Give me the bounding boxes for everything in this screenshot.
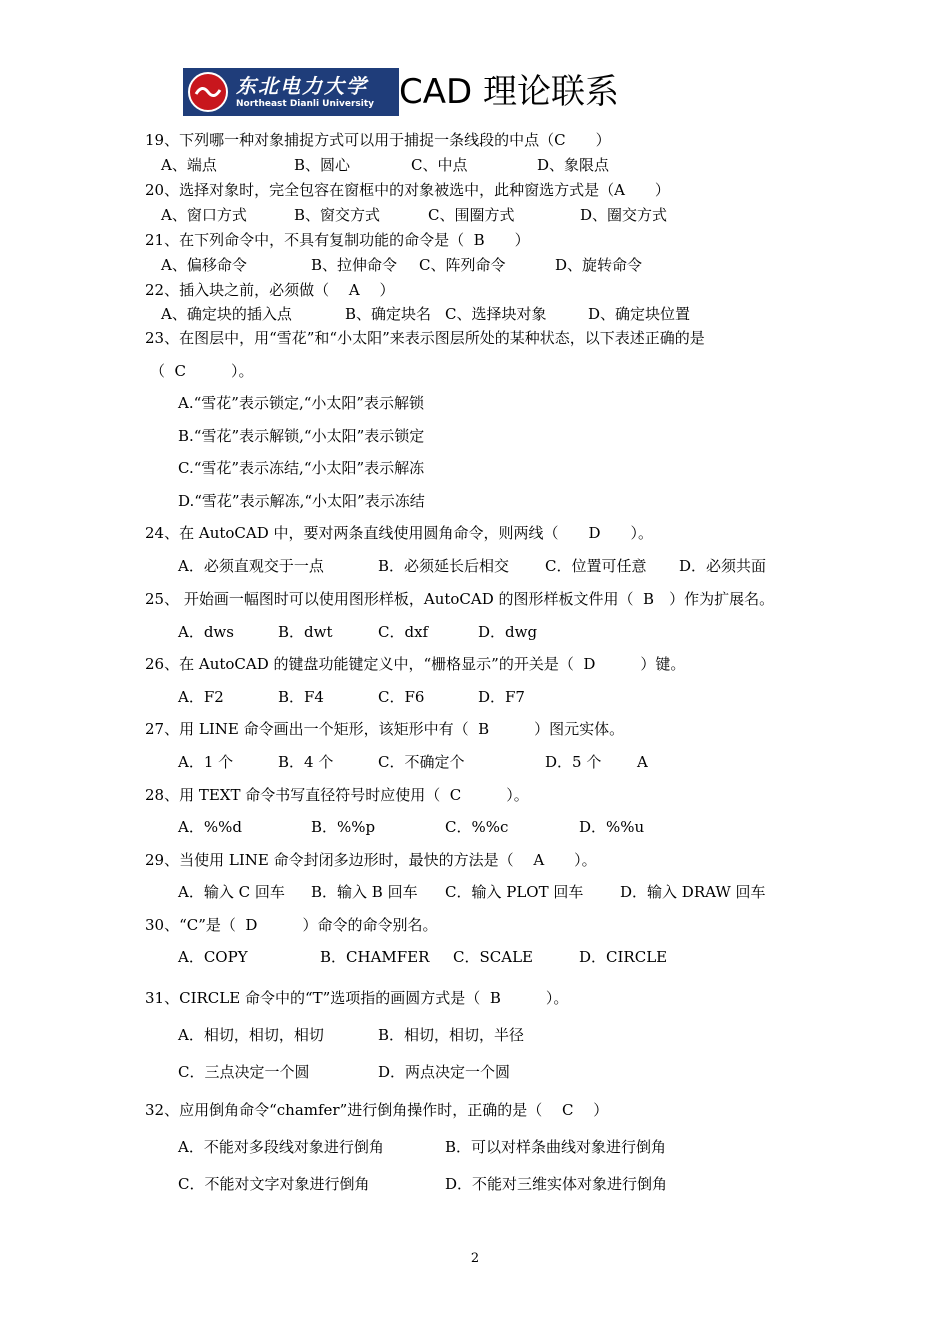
logo-chinese-name: 东北电力大学 <box>236 74 368 98</box>
q29-option-c: C．输入 PLOT 回车 <box>445 883 584 901</box>
q32-option-d: D．不能对三维实体对象进行倒角 <box>445 1175 668 1193</box>
q24-option-a: A．必须直观交于一点 <box>178 557 324 575</box>
question-27: 27、用 LINE 命令画出一个矩形，该矩形中有（ B ）图元实体。 <box>145 720 625 738</box>
q28-option-a: A．%%d <box>178 818 242 836</box>
question-31: 31、CIRCLE 命令中的“T”选项指的画圆方式是（ B ）。 <box>145 989 569 1007</box>
q30-option-d: D．CIRCLE <box>579 948 668 966</box>
q19-option-b: B、圆心 <box>294 156 351 174</box>
q23-option-d: D.“雪花”表示解冻,“小太阳”表示冻结 <box>178 492 425 510</box>
q28-option-d: D．%%u <box>579 818 645 836</box>
q21-option-c: C、阵列命令 <box>419 256 506 274</box>
q31-option-d: D．两点决定一个圆 <box>378 1063 511 1081</box>
q25-option-d: D．dwg <box>478 623 538 641</box>
q21-option-b: B、拉伸命令 <box>311 256 398 274</box>
q30-option-c: C．SCALE <box>453 948 533 966</box>
q25-option-c: C．dxf <box>378 623 429 641</box>
q26-option-c: C．F6 <box>378 688 425 706</box>
document-title: CAD 理论联系 <box>399 72 619 112</box>
q21-option-a: A、偏移命令 <box>161 256 247 274</box>
q24-option-c: C．位置可任意 <box>545 557 647 575</box>
q22-option-c: C、选择块对象 <box>445 305 547 323</box>
q23-option-a: A.“雪花”表示锁定,“小太阳”表示解锁 <box>178 394 425 412</box>
question-23: 23、在图层中，用“雪花”和“小太阳”来表示图层所处的某种状态，以下表述正确的是 <box>145 329 705 347</box>
question-20: 20、选择对象时，完全包容在窗框中的对象被选中，此种窗选方式是（A ） <box>145 181 670 199</box>
page-header <box>183 68 619 116</box>
q27-option-c: C．不确定个 <box>378 753 465 771</box>
logo-english-name: Northeast Dianli University <box>236 99 374 109</box>
university-logo <box>183 68 399 116</box>
q23-option-c: C.“雪花”表示冻结,“小太阳”表示解冻 <box>178 459 425 477</box>
question-28: 28、用 TEXT 命令书写直径符号时应使用（ C ）。 <box>145 786 529 804</box>
question-21: 21、在下列命令中，不具有复制功能的命令是（ B ） <box>145 231 530 249</box>
q25-option-a: A．dws <box>178 623 234 641</box>
q29-option-b: B．输入 B 回车 <box>311 883 418 901</box>
q22-option-b: B、确定块名 <box>345 305 432 323</box>
q29-option-d: D．输入 DRAW 回车 <box>620 883 766 901</box>
q26-option-d: D．F7 <box>478 688 525 706</box>
q28-option-c: C．%%c <box>445 818 509 836</box>
q30-option-b: B．CHAMFER <box>320 948 430 966</box>
wave-icon <box>194 82 222 102</box>
q19-option-c: C、中点 <box>411 156 468 174</box>
question-32: 32、应用倒角命令“chamfer”进行倒角操作时，正确的是（ C ） <box>145 1101 609 1119</box>
question-23-answer: （ C ）。 <box>150 362 254 380</box>
q24-option-b: B．必须延长后相交 <box>378 557 510 575</box>
question-19: 19、下列哪一种对象捕捉方式可以用于捕捉一条线段的中点（C ） <box>145 131 611 149</box>
q20-option-a: A、窗口方式 <box>161 206 247 224</box>
q32-option-a: A．不能对多段线对象进行倒角 <box>178 1138 384 1156</box>
q27-answer-note: A <box>637 753 648 771</box>
question-22: 22、插入块之前，必须做（ A ） <box>145 281 395 299</box>
question-30: 30、“C”是（ D ）命令的命令别名。 <box>145 916 438 934</box>
q26-option-a: A．F2 <box>178 688 224 706</box>
q21-option-d: D、旋转命令 <box>555 256 643 274</box>
page-number: 2 <box>470 1251 480 1266</box>
question-29: 29、当使用 LINE 命令封闭多边形时，最快的方法是（ A ）。 <box>145 851 597 869</box>
q19-option-a: A、端点 <box>161 156 217 174</box>
q22-option-d: D、确定块位置 <box>588 305 691 323</box>
question-24: 24、在 AutoCAD 中，要对两条直线使用圆角命令，则两线（ D ）。 <box>145 524 654 542</box>
q27-option-b: B．4 个 <box>278 753 334 771</box>
q31-option-b: B．相切，相切，半径 <box>378 1026 525 1044</box>
q28-option-b: B．%%p <box>311 818 376 836</box>
q31-option-a: A．相切，相切，相切 <box>178 1026 324 1044</box>
q32-option-b: B．可以对样条曲线对象进行倒角 <box>445 1138 667 1156</box>
university-emblem-icon <box>188 72 228 112</box>
q20-option-d: D、圈交方式 <box>580 206 668 224</box>
q30-option-a: A．COPY <box>178 948 248 966</box>
q32-option-c: C．不能对文字对象进行倒角 <box>178 1175 370 1193</box>
q27-option-d: D．5 个 <box>545 753 602 771</box>
q26-option-b: B．F4 <box>278 688 324 706</box>
q20-option-c: C、围圈方式 <box>428 206 515 224</box>
q19-option-d: D、象限点 <box>537 156 610 174</box>
q22-option-a: A、确定块的插入点 <box>161 305 292 323</box>
q27-option-a: A．1 个 <box>178 753 234 771</box>
q20-option-b: B、窗交方式 <box>294 206 381 224</box>
q23-option-b: B.“雪花”表示解锁,“小太阳”表示锁定 <box>178 427 425 445</box>
q24-option-d: D．必须共面 <box>679 557 767 575</box>
question-26: 26、在 AutoCAD 的键盘功能键定义中，“栅格显示”的开关是（ D ）键。 <box>145 655 686 673</box>
q29-option-a: A．输入 C 回车 <box>178 883 285 901</box>
question-25: 25、 开始画一幅图时可以使用图形样板，AutoCAD 的图形样板文件用（ B ）作为扩展名。 <box>145 590 775 608</box>
q25-option-b: B．dwt <box>278 623 333 641</box>
q31-option-c: C．三点决定一个圆 <box>178 1063 310 1081</box>
